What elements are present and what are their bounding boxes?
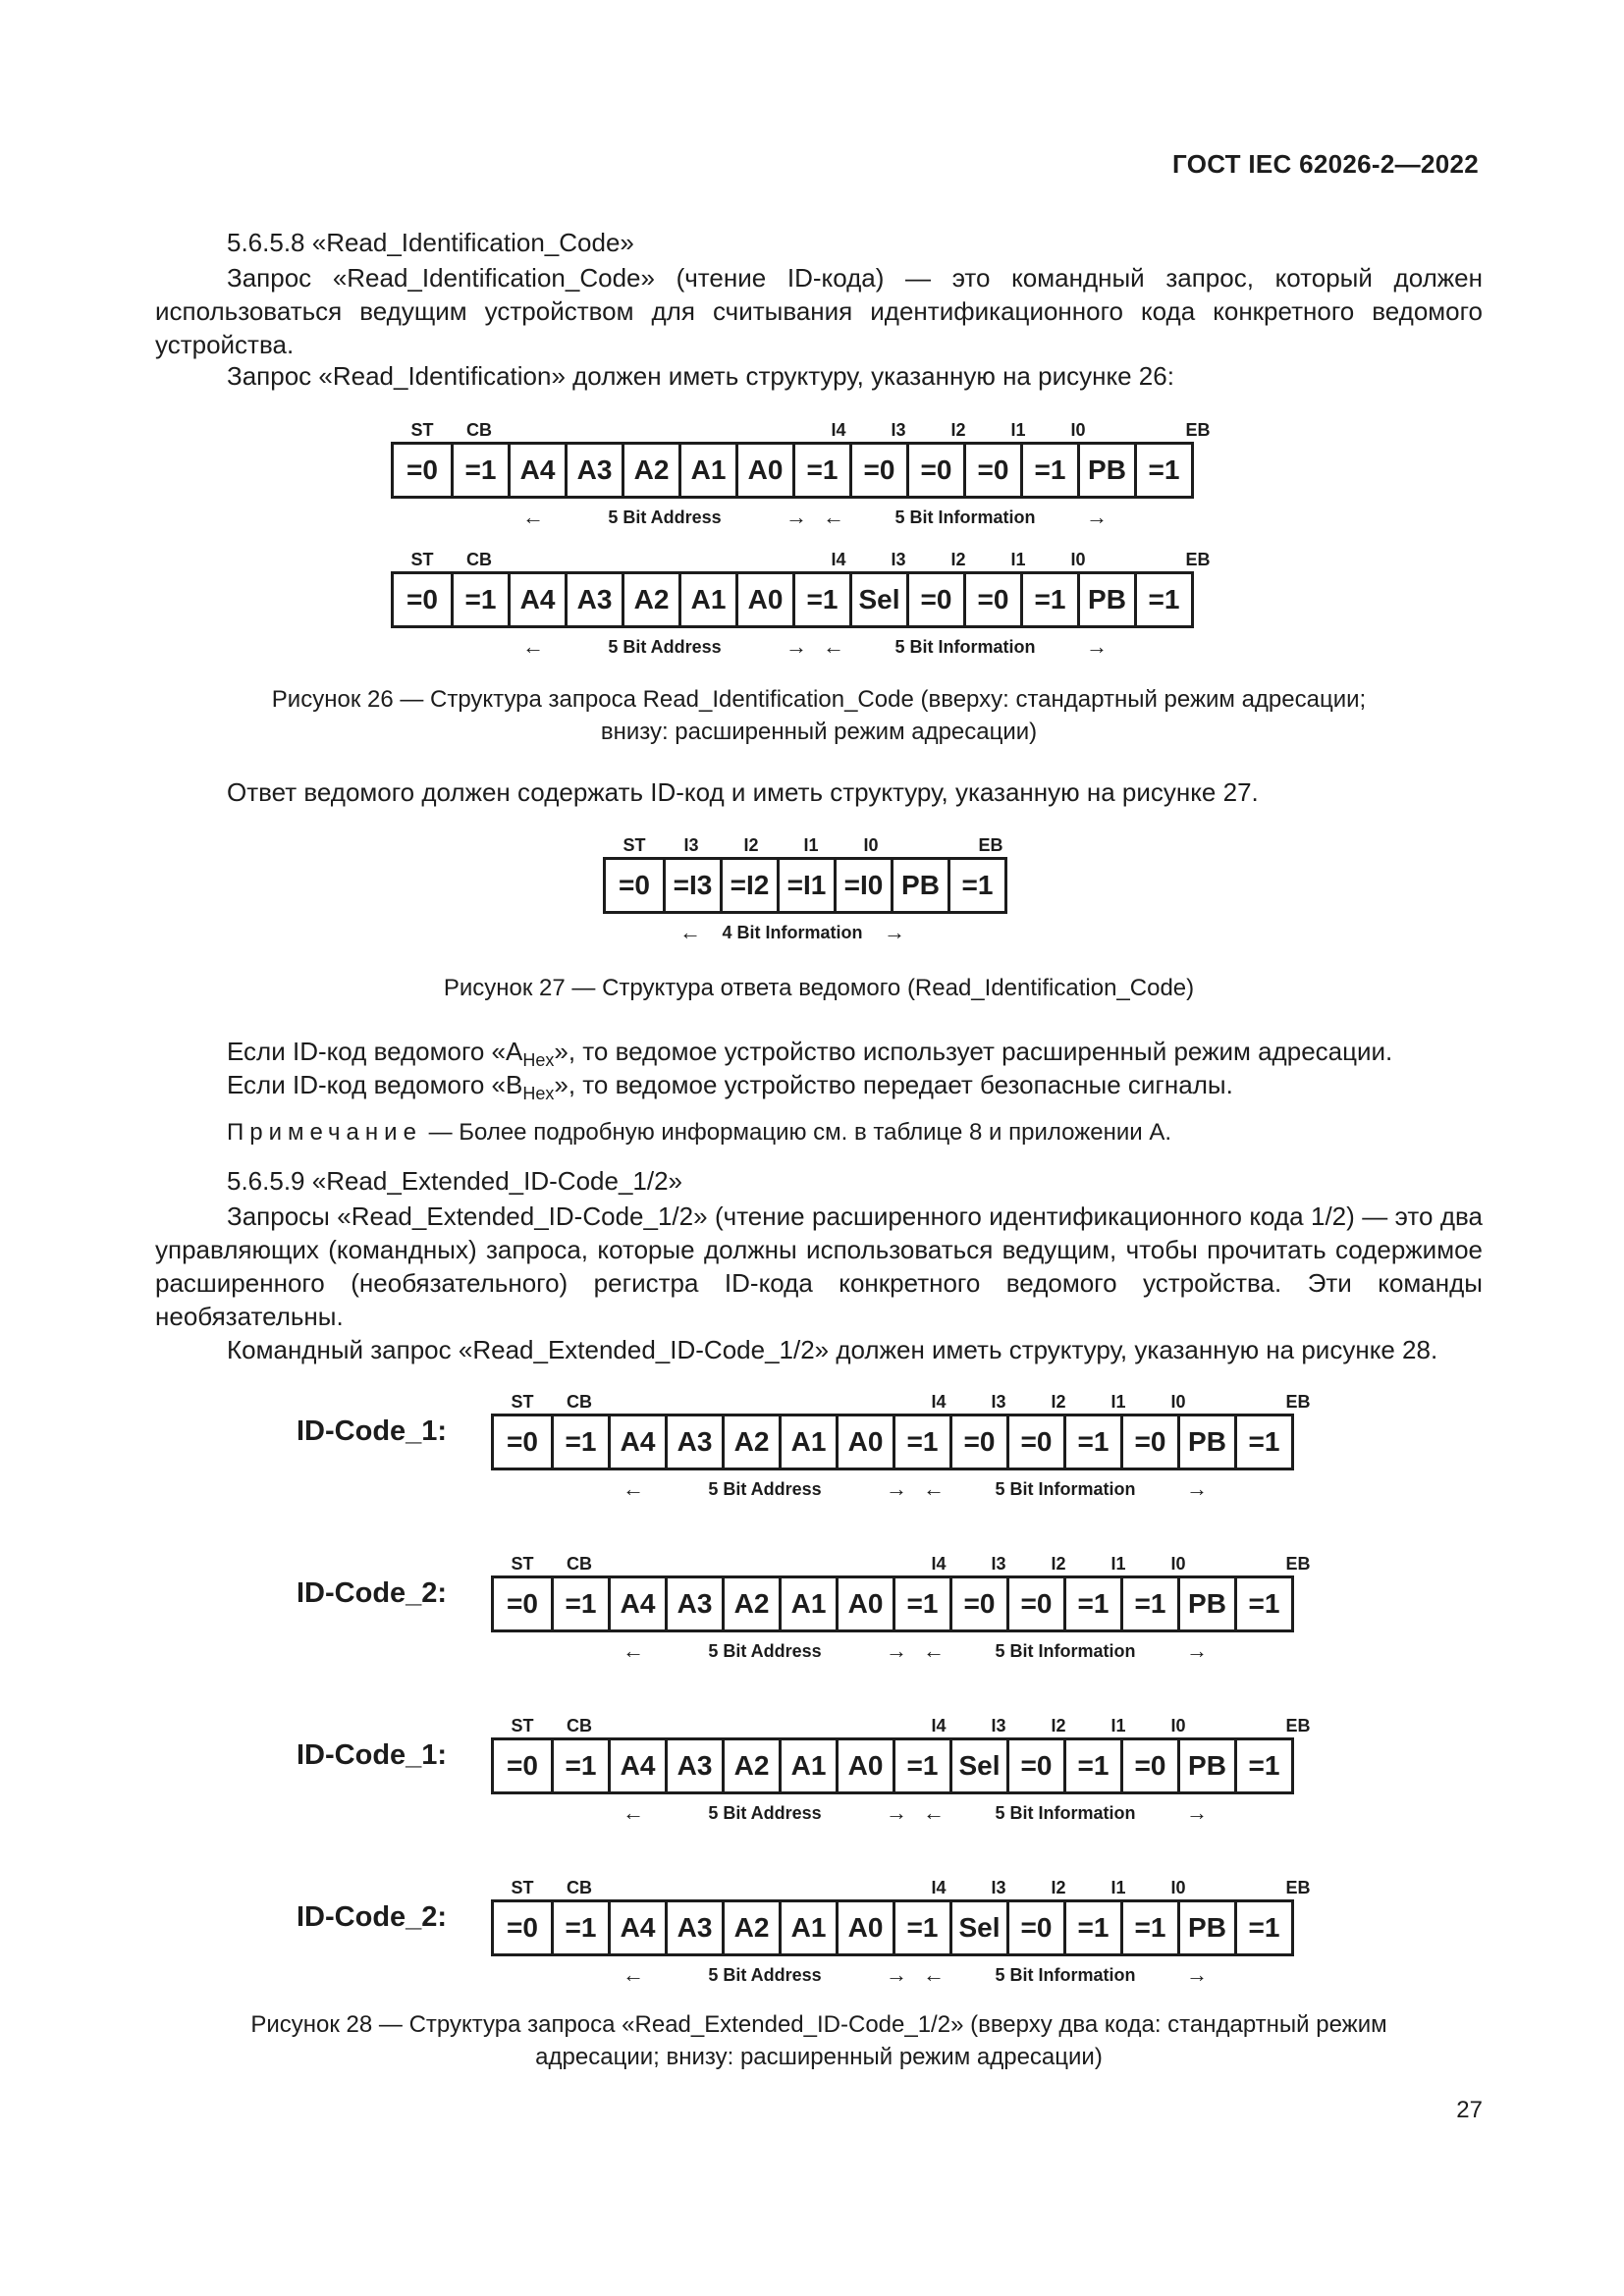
bit-range-label	[623, 1800, 907, 1826]
bit-cell: =1	[1234, 1578, 1291, 1629]
id-code-a-subscript: Hex	[522, 1050, 555, 1070]
section-heading-5-6-5-9: 5.6.5.9 «Read_Extended_ID-Code_1/2»	[227, 1166, 683, 1196]
bit-label: CB	[567, 1878, 592, 1897]
bit-cell: =1	[947, 860, 1004, 911]
bit-label: EB	[1285, 1878, 1311, 1897]
bit-cell: =0	[1006, 1740, 1063, 1791]
bit-label: I3	[991, 1554, 1006, 1574]
bit-label: I1	[1110, 1716, 1126, 1735]
bit-cell: =0	[507, 1750, 538, 1781]
bit-cell: A0	[836, 1416, 893, 1468]
bit-cell: A1	[779, 1740, 836, 1791]
bit-cell: =I3	[663, 860, 720, 911]
arrow-left-icon: ←	[623, 1638, 644, 1663]
arrow-left-icon: ←	[823, 634, 844, 659]
bit-cell: =0	[1006, 1902, 1063, 1953]
bit-range-label	[623, 1476, 907, 1502]
bit-label: ST	[511, 1554, 534, 1574]
id-code-b-suffix: », то ведомое устройство передает безопасные сигналы.	[554, 1070, 1233, 1099]
bit-cell: =1	[893, 1902, 949, 1953]
bit-cell: =1	[551, 1902, 608, 1953]
bit-label: I0	[1070, 420, 1086, 440]
arrow-right-icon: →	[1086, 505, 1108, 529]
range-text: 5 Bit Information	[995, 1478, 1136, 1499]
bit-range-label	[522, 634, 807, 660]
bit-cell: A3	[665, 1416, 722, 1468]
bit-cell: A3	[565, 445, 622, 496]
paragraph-extended-id-structure	[155, 1333, 1483, 1366]
paragraph-answer-structure: Ответ ведомого должен содержать ID-код и иметь структуру, указанную на рисунке 27.	[227, 777, 1259, 807]
bit-cell: A2	[722, 1578, 779, 1629]
bit-cell: =0	[406, 454, 438, 485]
id-code-label-1: ID-Code_1:	[297, 1415, 448, 1447]
bit-cell: =1	[551, 1578, 608, 1629]
bit-cell: =1	[1020, 574, 1077, 625]
figure-27-caption: Рисунок 27 — Структура ответа ведомого (Read_Identification_Code)	[443, 975, 1195, 1001]
id-code-b-subscript: Hex	[522, 1084, 555, 1103]
range-text: 5 Bit Address	[708, 1802, 822, 1823]
bit-label: ST	[511, 1716, 534, 1735]
bit-cell: =1	[1063, 1740, 1120, 1791]
bit-cell: A2	[722, 1740, 779, 1791]
bit-cell: PB	[891, 860, 947, 911]
range-text: 5 Bit Address	[708, 1964, 822, 1985]
bit-cell: =1	[1120, 1578, 1177, 1629]
bit-label: ST	[511, 1392, 534, 1412]
range-text: 4 Bit Information	[722, 922, 863, 942]
id-code-label-2: ID-Code_2:	[297, 1577, 448, 1609]
bit-range-label	[679, 920, 905, 945]
bit-cell: =0	[406, 584, 438, 614]
bit-label: EB	[1185, 420, 1211, 440]
bit-label: I0	[1170, 1554, 1186, 1574]
bit-cell: =1	[1134, 574, 1191, 625]
bit-label: I3	[891, 550, 906, 569]
bit-cell: =0	[619, 870, 650, 900]
bit-cell: =1	[792, 574, 849, 625]
section-heading-5-6-5-8: 5.6.5.8 «Read_Identification_Code»	[227, 228, 634, 257]
bit-cell: =0	[507, 1588, 538, 1619]
bit-label: CB	[567, 1554, 592, 1574]
arrow-left-icon: ←	[923, 1962, 945, 1987]
bit-range-label	[823, 505, 1108, 530]
bit-cell: Sel	[849, 574, 906, 625]
bit-label: I0	[1070, 550, 1086, 569]
bit-cell: =0	[949, 1416, 1006, 1468]
bit-cell: =1	[451, 445, 508, 496]
bit-cell: =1	[893, 1578, 949, 1629]
bit-label: EB	[1185, 550, 1211, 569]
bit-range-label	[923, 1476, 1208, 1502]
bit-cell: =1	[1063, 1902, 1120, 1953]
bit-cell-row	[491, 1575, 1294, 1632]
id-code-label-3: ID-Code_1:	[297, 1739, 448, 1771]
bit-cell: =0	[507, 1912, 538, 1943]
bit-cell: A0	[735, 574, 792, 625]
range-text: 5 Bit Information	[995, 1964, 1136, 1985]
arrow-left-icon: ←	[623, 1476, 644, 1501]
arrow-left-icon: ←	[923, 1800, 945, 1825]
bit-cell-row	[603, 857, 1007, 914]
bit-cell: A1	[779, 1416, 836, 1468]
bit-cell: =1	[1063, 1578, 1120, 1629]
bit-cell: =0	[1006, 1578, 1063, 1629]
bit-label: I4	[831, 420, 846, 440]
bit-cell: =1	[1063, 1416, 1120, 1468]
arrow-right-icon: →	[886, 1962, 907, 1987]
bit-cell: =1	[551, 1740, 608, 1791]
bit-cell: =0	[906, 445, 963, 496]
paragraph-text: Командный запрос «Read_Extended_ID-Code_1/2» должен иметь структуру, указанную на рисунке 28.	[227, 1335, 1438, 1364]
bit-label: I3	[891, 420, 906, 440]
bit-cell: =1	[1234, 1416, 1291, 1468]
arrow-right-icon: →	[1186, 1476, 1208, 1501]
figure-26-caption-line1: Рисунок 26 — Структура запроса Read_Identification_Code (вверху: стандартный режим адресации;	[271, 686, 1367, 713]
bit-cell: PB	[1177, 1740, 1234, 1791]
range-text: 5 Bit Address	[708, 1640, 822, 1661]
arrow-left-icon: ←	[623, 1800, 644, 1825]
arrow-left-icon: ←	[823, 505, 844, 529]
bit-cell: A3	[665, 1578, 722, 1629]
bit-label: CB	[567, 1716, 592, 1735]
bit-label: I2	[1051, 1392, 1066, 1412]
note-label: Примечание	[227, 1119, 422, 1146]
bit-cell: A3	[565, 574, 622, 625]
bit-cell: A2	[622, 574, 678, 625]
bit-label: I1	[1010, 420, 1026, 440]
bit-label: I0	[1170, 1716, 1186, 1735]
range-text: 5 Bit Information	[894, 636, 1036, 657]
bit-cell: =1	[1020, 445, 1077, 496]
bit-cell: =0	[849, 445, 906, 496]
arrow-left-icon: ←	[923, 1476, 945, 1501]
figure-28-caption-line1: Рисунок 28 — Структура запроса «Read_Extended_ID-Code_1/2» (вверху два кода: стандартный режим	[250, 2011, 1387, 2038]
bit-cell-row	[391, 442, 1194, 499]
arrow-left-icon: ←	[522, 505, 544, 529]
arrow-right-icon: →	[1086, 634, 1108, 659]
arrow-right-icon: →	[1186, 1962, 1208, 1987]
bit-label: EB	[1285, 1554, 1311, 1574]
arrow-left-icon: ←	[522, 634, 544, 659]
bit-cell: A0	[836, 1578, 893, 1629]
bit-cell: =0	[1120, 1416, 1177, 1468]
bit-cell: =0	[906, 574, 963, 625]
bit-label: I1	[1110, 1878, 1126, 1897]
bit-cell: A0	[836, 1902, 893, 1953]
bit-cell: =1	[1234, 1902, 1291, 1953]
bit-cell-row	[491, 1737, 1294, 1794]
bit-label: I2	[743, 835, 759, 855]
bit-range-label	[823, 634, 1108, 660]
bit-cell: PB	[1077, 445, 1134, 496]
bit-cell: =1	[1234, 1740, 1291, 1791]
bit-range-label	[923, 1800, 1208, 1826]
arrow-left-icon: ←	[623, 1962, 644, 1987]
bit-label: I0	[1170, 1878, 1186, 1897]
bit-cell: A2	[722, 1902, 779, 1953]
bit-cell: =0	[949, 1578, 1006, 1629]
arrow-right-icon: →	[884, 920, 905, 944]
bit-range-label	[522, 505, 807, 530]
bit-label: I2	[1051, 1716, 1066, 1735]
bit-cell: A2	[622, 445, 678, 496]
bit-cell: =1	[451, 574, 508, 625]
bit-cell: =1	[1134, 445, 1191, 496]
bit-label: I3	[991, 1392, 1006, 1412]
bit-range-label	[923, 1638, 1208, 1664]
bit-label: I2	[1051, 1554, 1066, 1574]
id-code-a-suffix: », то ведомое устройство использует расширенный режим адресации.	[554, 1037, 1393, 1066]
note-text: — Более подробную информацию см. в таблице 8 и приложении А.	[421, 1119, 1172, 1146]
bit-label: I4	[931, 1392, 947, 1412]
bit-cell-row	[491, 1899, 1294, 1956]
bit-cell-row	[391, 571, 1194, 628]
bit-cell: A1	[779, 1578, 836, 1629]
document-header: ГОСТ IEC 62026-2—2022	[1172, 149, 1479, 179]
arrow-right-icon: →	[785, 634, 807, 659]
bit-label: I3	[683, 835, 699, 855]
bit-label: I2	[1051, 1878, 1066, 1897]
bit-cell: A4	[608, 1578, 665, 1629]
bit-cell: A0	[735, 445, 792, 496]
figure-28-caption	[155, 2008, 1483, 2073]
bit-label: I1	[1110, 1392, 1126, 1412]
bit-label: CB	[466, 550, 492, 569]
bit-cell: A4	[608, 1740, 665, 1791]
range-text: 5 Bit Information	[995, 1802, 1136, 1823]
bit-cell: =I0	[834, 860, 891, 911]
bit-cell: =I1	[777, 860, 834, 911]
id-code-a-prefix: Если ID-код ведомого «A	[227, 1037, 523, 1066]
bit-cell: =0	[963, 574, 1020, 625]
bit-cell: Sel	[949, 1902, 1006, 1953]
bit-label: EB	[978, 835, 1003, 855]
arrow-right-icon: →	[1186, 1638, 1208, 1663]
bit-cell: =0	[1006, 1416, 1063, 1468]
id-code-b-prefix: Если ID-код ведомого «B	[227, 1070, 523, 1099]
bit-cell: A2	[722, 1416, 779, 1468]
range-text: 5 Bit Address	[608, 507, 722, 527]
bit-cell: A1	[678, 445, 735, 496]
figure-26-caption	[155, 683, 1483, 748]
bit-label: I3	[991, 1716, 1006, 1735]
bit-cell: A4	[508, 574, 565, 625]
paragraph-text: Запросы «Read_Extended_ID-Code_1/2» (чтение расширенного идентификационного кода 1/2) — это два управляющих (командных) запроса, которые должны использоваться ведущим, чтобы прочитать содержимое расширенного (необязательного) регистра ID-кода конкретного ведомого устройства. Эти команды необязательны.	[155, 1201, 1483, 1331]
arrow-left-icon: ←	[679, 920, 701, 944]
bit-cell: Sel	[949, 1740, 1006, 1791]
bit-cell: =I2	[720, 860, 777, 911]
bit-cell: PB	[1177, 1416, 1234, 1468]
paragraph-extended-id-description	[155, 1200, 1483, 1333]
bit-cell: A4	[608, 1902, 665, 1953]
bit-cell: =0	[963, 445, 1020, 496]
bit-cell: A1	[678, 574, 735, 625]
range-text: 5 Bit Information	[894, 507, 1036, 527]
bit-range-label	[623, 1638, 907, 1664]
bit-label: I1	[1110, 1554, 1126, 1574]
range-text: 5 Bit Address	[708, 1478, 822, 1499]
bit-label: I4	[831, 550, 846, 569]
bit-label: ST	[623, 835, 646, 855]
bit-cell: =0	[507, 1426, 538, 1457]
bit-cell: PB	[1077, 574, 1134, 625]
bit-cell-row	[491, 1414, 1294, 1470]
bit-label: I1	[803, 835, 819, 855]
arrow-left-icon: ←	[923, 1638, 945, 1663]
figure-26-caption-line2: внизу: расширенный режим адресации)	[600, 719, 1038, 745]
bit-cell: =1	[1120, 1902, 1177, 1953]
range-text: 5 Bit Information	[995, 1640, 1136, 1661]
bit-label: ST	[410, 550, 434, 569]
bit-cell: A4	[508, 445, 565, 496]
bit-label: I2	[950, 550, 966, 569]
note	[227, 1119, 1171, 1147]
bit-cell: PB	[1177, 1578, 1234, 1629]
bit-label: I4	[931, 1878, 947, 1897]
bit-label: I3	[991, 1878, 1006, 1897]
bit-cell: =1	[792, 445, 849, 496]
id-code-label-4: ID-Code_2:	[297, 1901, 448, 1933]
bit-cell: A3	[665, 1902, 722, 1953]
bit-cell: =1	[893, 1416, 949, 1468]
paragraph-id-code-a	[227, 1037, 1393, 1070]
bit-label: I1	[1010, 550, 1026, 569]
bit-cell: =1	[551, 1416, 608, 1468]
arrow-right-icon: →	[1186, 1800, 1208, 1825]
bit-cell: A1	[779, 1902, 836, 1953]
bit-label: I2	[950, 420, 966, 440]
bit-label: I0	[1170, 1392, 1186, 1412]
bit-label: ST	[511, 1878, 534, 1897]
paragraph-text: Запрос «Read_Identification_Code» (чтение ID-кода) — это командный запрос, который должен использоваться ведущим устройством для считывания идентификационного кода конкретного ведомого устройства.	[155, 263, 1483, 359]
bit-cell: PB	[1177, 1902, 1234, 1953]
bit-cell: =0	[1120, 1740, 1177, 1791]
bit-label: EB	[1285, 1392, 1311, 1412]
figure-28-caption-line2: адресации; внизу: расширенный режим адресации)	[535, 2044, 1103, 2070]
paragraph-id-code-b	[227, 1070, 1233, 1103]
bit-cell: A0	[836, 1740, 893, 1791]
bit-label: ST	[410, 420, 434, 440]
bit-label: CB	[567, 1392, 592, 1412]
bit-cell: =1	[893, 1740, 949, 1791]
bit-range-label	[923, 1962, 1208, 1988]
arrow-right-icon: →	[886, 1476, 907, 1501]
range-text: 5 Bit Address	[608, 636, 722, 657]
arrow-right-icon: →	[886, 1638, 907, 1663]
bit-range-label	[623, 1962, 907, 1988]
bit-cell: A4	[608, 1416, 665, 1468]
page-number: 27	[1456, 2097, 1483, 2123]
bit-cell: A3	[665, 1740, 722, 1791]
paragraph-read-id-structure: Запрос «Read_Identification» должен иметь структуру, указанную на рисунке 26:	[227, 361, 1174, 391]
bit-label: I0	[863, 835, 879, 855]
arrow-right-icon: →	[785, 505, 807, 529]
arrow-right-icon: →	[886, 1800, 907, 1825]
paragraph-read-id-description	[155, 261, 1483, 361]
bit-label: CB	[466, 420, 492, 440]
bit-label: I4	[931, 1716, 947, 1735]
bit-label: EB	[1285, 1716, 1311, 1735]
bit-label: I4	[931, 1554, 947, 1574]
